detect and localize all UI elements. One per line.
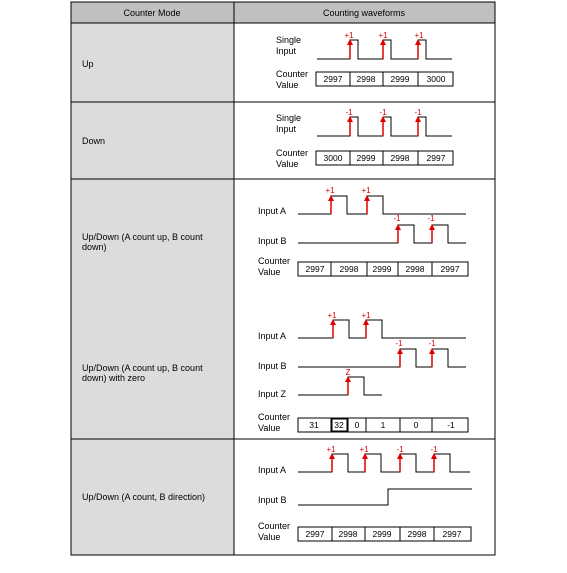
counter-value: 3000 <box>426 74 446 84</box>
header-waveforms: Counting waveforms <box>322 8 406 18</box>
input-b-label: Input B <box>258 495 287 505</box>
header-mode: Counter Mode <box>123 8 181 18</box>
counter-value: 2998 <box>390 153 410 163</box>
pulse-label: -1 <box>395 339 403 348</box>
input-b-label: Input B <box>258 236 287 246</box>
pulse-label: -1 <box>430 445 438 454</box>
counter-value: 2998 <box>405 264 425 274</box>
mode-updown-line1: Up/Down (A count up, B count <box>82 232 203 242</box>
mode-updown-zero-line2: down) with zero <box>82 373 146 383</box>
pulse-label: +1 <box>361 186 371 195</box>
pulse-label: +1 <box>326 445 336 454</box>
pulse-label: +1 <box>361 311 371 320</box>
mode-cell-updown <box>71 179 234 439</box>
counter-value: 31 <box>309 420 319 430</box>
counter-value: 2998 <box>407 529 427 539</box>
mode-direction: Up/Down (A count, B direction) <box>82 492 206 502</box>
input-a-label: Input A <box>258 206 287 216</box>
single-input-label-line1: Single <box>276 35 302 45</box>
pulse-label: -1 <box>379 108 387 117</box>
pulse-label: -1 <box>393 214 401 223</box>
pulse-label: Z <box>345 368 351 377</box>
pulse-label: -1 <box>414 108 422 117</box>
single-input-label-line2: Input <box>276 124 297 134</box>
pulse-label: -1 <box>345 108 353 117</box>
pulse-label: -1 <box>427 214 435 223</box>
counter-value: 2997 <box>442 529 462 539</box>
mode-cell-up <box>71 23 234 102</box>
counter-value: -1 <box>447 420 455 430</box>
counter-value-label-line2: Value <box>258 532 281 542</box>
counter-value: 0 <box>354 420 360 430</box>
pulse-label: +1 <box>344 31 354 40</box>
counter-value: 1 <box>380 420 386 430</box>
pulse-label: -1 <box>428 339 436 348</box>
counter-value: 2999 <box>390 74 410 84</box>
counter-value: 2997 <box>323 74 343 84</box>
input-a-waveform <box>298 454 470 472</box>
pulse-label: +1 <box>327 311 337 320</box>
counter-value-label-line1: Counter <box>258 256 291 266</box>
counter-value: 3000 <box>323 153 343 163</box>
single-input-label-line2: Input <box>276 46 297 56</box>
mode-down: Down <box>82 136 106 146</box>
input-a-waveform <box>298 320 466 338</box>
input-b-label: Input B <box>258 361 287 371</box>
arrow <box>328 195 370 214</box>
counter-value-label-line2: Value <box>276 159 299 169</box>
counter-value-label-line2: Value <box>258 267 281 277</box>
arrow <box>329 453 437 472</box>
pulse-label: +1 <box>378 31 388 40</box>
counter-value: 2999 <box>356 153 376 163</box>
arrow <box>395 224 435 243</box>
counter-value: 2998 <box>356 74 376 84</box>
input-z-label: Input Z <box>258 389 287 399</box>
counter-value-label-line1: Counter <box>276 69 309 79</box>
mode-updown-zero-line1: Up/Down (A count up, B count <box>82 363 203 373</box>
counter-value: 2998 <box>338 529 358 539</box>
input-a-label: Input A <box>258 331 287 341</box>
counter-value: 2997 <box>305 529 325 539</box>
counter-value: 2999 <box>372 529 392 539</box>
counter-value-label-line1: Counter <box>276 148 309 158</box>
input-z-waveform <box>298 377 382 395</box>
counter-value-label-line1: Counter <box>258 521 291 531</box>
mode-updown-line2: down) <box>82 242 107 252</box>
single-input-label-line1: Single <box>276 113 302 123</box>
pulse-label: -1 <box>396 445 404 454</box>
counter-value-label-line2: Value <box>258 423 281 433</box>
counter-value-label-line2: Value <box>276 80 299 90</box>
input-a-label: Input A <box>258 465 287 475</box>
counter-value: 2998 <box>339 264 359 274</box>
counter-value-label-line1: Counter <box>258 412 291 422</box>
counter-value: 2997 <box>426 153 446 163</box>
counter-value: 2999 <box>372 264 392 274</box>
mode-up: Up <box>82 59 94 69</box>
pulse-label: +1 <box>414 31 424 40</box>
input-a-waveform <box>298 196 466 214</box>
input-b-waveform <box>298 489 472 505</box>
pulse-label: +1 <box>359 445 369 454</box>
counter-value: 0 <box>413 420 419 430</box>
counter-value: 2997 <box>440 264 460 274</box>
pulse-label: +1 <box>325 186 335 195</box>
input-b-waveform <box>298 225 466 243</box>
input-b-waveform <box>298 349 466 367</box>
arrow <box>345 376 351 395</box>
counter-value: 32 <box>334 420 344 430</box>
counter-value: 2997 <box>305 264 325 274</box>
